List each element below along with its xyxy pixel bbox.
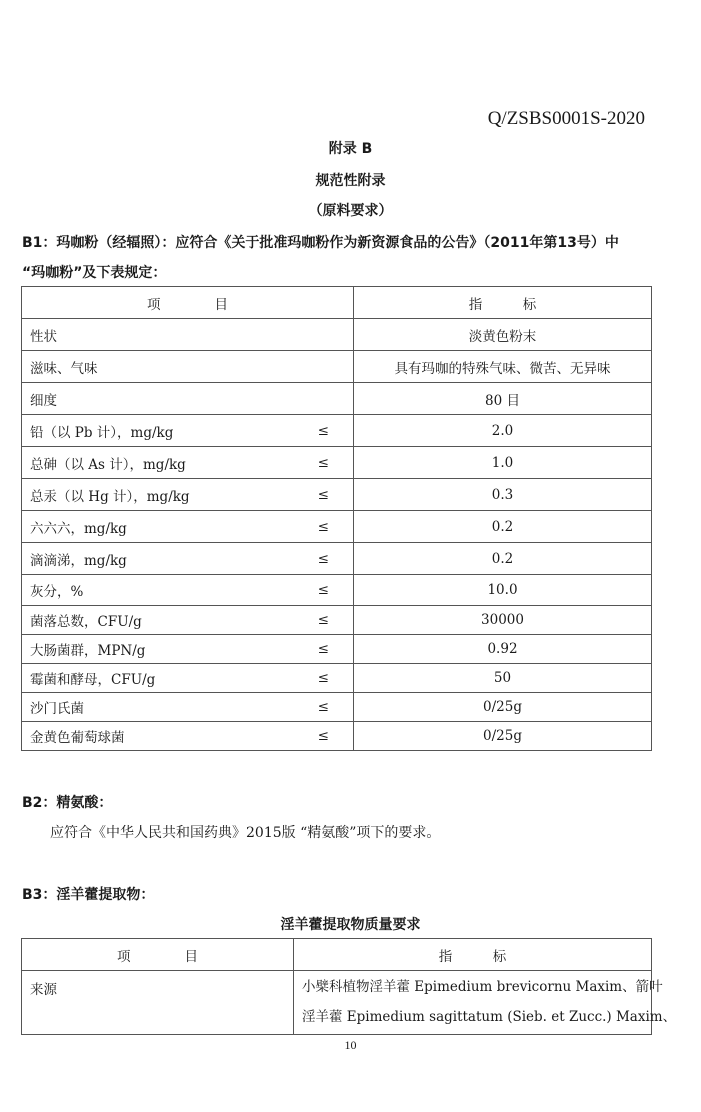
b1-heading-line1: B1：玛咖粉（经辐照）：应符合《关于批准玛咖粉作为新资源食品的公告》（2011年第13号）中 — [22, 235, 619, 251]
row-operator: ≤ — [294, 606, 354, 635]
table-row — [22, 543, 652, 575]
row-value: 2.0 — [354, 415, 652, 447]
page-number: 10 — [344, 1038, 357, 1052]
appendix-title: 附录 B — [328, 141, 373, 157]
row-value: 0/25g — [354, 722, 652, 751]
source-line2: 淫羊藿 Epimedium sagittatum (Sieb. et Zucc.) Maxim、 — [302, 1009, 677, 1025]
b2-text: 应符合《中华人民共和国药典》2015版 “精氨酸”项下的要求。 — [50, 825, 441, 841]
row-value: 50 — [354, 664, 652, 693]
row-item: 灰分，% — [22, 575, 294, 606]
table-row — [22, 479, 652, 511]
document-id: Q/ZSBS0001S-2020 — [487, 108, 645, 129]
row-operator: ≤ — [294, 447, 354, 479]
table-row — [22, 319, 652, 351]
row-operator: ≤ — [294, 543, 354, 575]
row-operator: ≤ — [294, 722, 354, 751]
b1-spec-table — [21, 286, 652, 751]
table-row — [22, 575, 652, 606]
row-item: 沙门氏菌 — [22, 693, 294, 722]
row-item: 大肠菌群，MPN/g — [22, 635, 294, 664]
appendix-subtitle: 规范性附录 — [315, 173, 386, 189]
b3-heading: B3：淫羊藿提取物： — [22, 887, 155, 903]
row-value: 0.92 — [354, 635, 652, 664]
row-value: 0.3 — [354, 479, 652, 511]
table-header-row — [22, 287, 652, 319]
row-value: 0.2 — [354, 511, 652, 543]
row-value: 0.2 — [354, 543, 652, 575]
table-row — [22, 447, 652, 479]
row-value: 0/25g — [354, 693, 652, 722]
row-item: 总砷（以 As 计），mg/kg — [22, 447, 294, 479]
header-index: 指 标 — [294, 939, 652, 971]
row-operator: ≤ — [294, 415, 354, 447]
row-item: 六六六，mg/kg — [22, 511, 294, 543]
table-row — [22, 664, 652, 693]
row-value — [294, 971, 677, 1035]
row-value: 1.0 — [354, 447, 652, 479]
source-line1: 小檗科植物淫羊藿 Epimedium brevicornu Maxim、箭叶 — [302, 979, 663, 995]
row-value: 淡黄色粉末 — [354, 319, 652, 351]
row-item: 性状 — [22, 319, 354, 351]
table-row — [22, 383, 652, 415]
table-row — [22, 606, 652, 635]
b3-table-title: 淫羊藿提取物质量要求 — [280, 917, 421, 933]
row-item: 铅（以 Pb 计），mg/kg — [22, 415, 294, 447]
row-item: 菌落总数，CFU/g — [22, 606, 294, 635]
row-item: 总汞（以 Hg 计），mg/kg — [22, 479, 294, 511]
row-operator: ≤ — [294, 693, 354, 722]
row-item: 金黄色葡萄球菌 — [22, 722, 294, 751]
table-row — [22, 693, 652, 722]
table-row — [22, 635, 652, 664]
row-operator: ≤ — [294, 511, 354, 543]
row-item: 来源 — [22, 971, 294, 1035]
header-index: 指 标 — [354, 287, 652, 319]
row-value: 30000 — [354, 606, 652, 635]
row-item: 滋味、气味 — [22, 351, 354, 383]
row-item: 细度 — [22, 383, 354, 415]
row-value: 80 目 — [354, 383, 652, 415]
table-header-row — [22, 939, 652, 971]
b3-spec-table — [21, 938, 677, 1035]
table-row — [22, 351, 652, 383]
table-row — [22, 971, 652, 1035]
row-value: 10.0 — [354, 575, 652, 606]
row-operator: ≤ — [294, 664, 354, 693]
header-item: 项 目 — [22, 287, 354, 319]
row-operator: ≤ — [294, 635, 354, 664]
table-row — [22, 722, 652, 751]
table-row — [22, 511, 652, 543]
b1-heading-line2: “玛咖粉”及下表规定： — [22, 265, 167, 281]
row-item: 霉菌和酵母，CFU/g — [22, 664, 294, 693]
row-operator: ≤ — [294, 575, 354, 606]
row-item: 滴滴涕，mg/kg — [22, 543, 294, 575]
row-value: 具有玛咖的特殊气味、微苦、无异味 — [354, 351, 652, 383]
row-operator: ≤ — [294, 479, 354, 511]
b2-heading: B2：精氨酸： — [22, 795, 113, 811]
table-row — [22, 415, 652, 447]
header-item: 项 目 — [22, 939, 294, 971]
appendix-note: （原料要求） — [308, 203, 393, 219]
